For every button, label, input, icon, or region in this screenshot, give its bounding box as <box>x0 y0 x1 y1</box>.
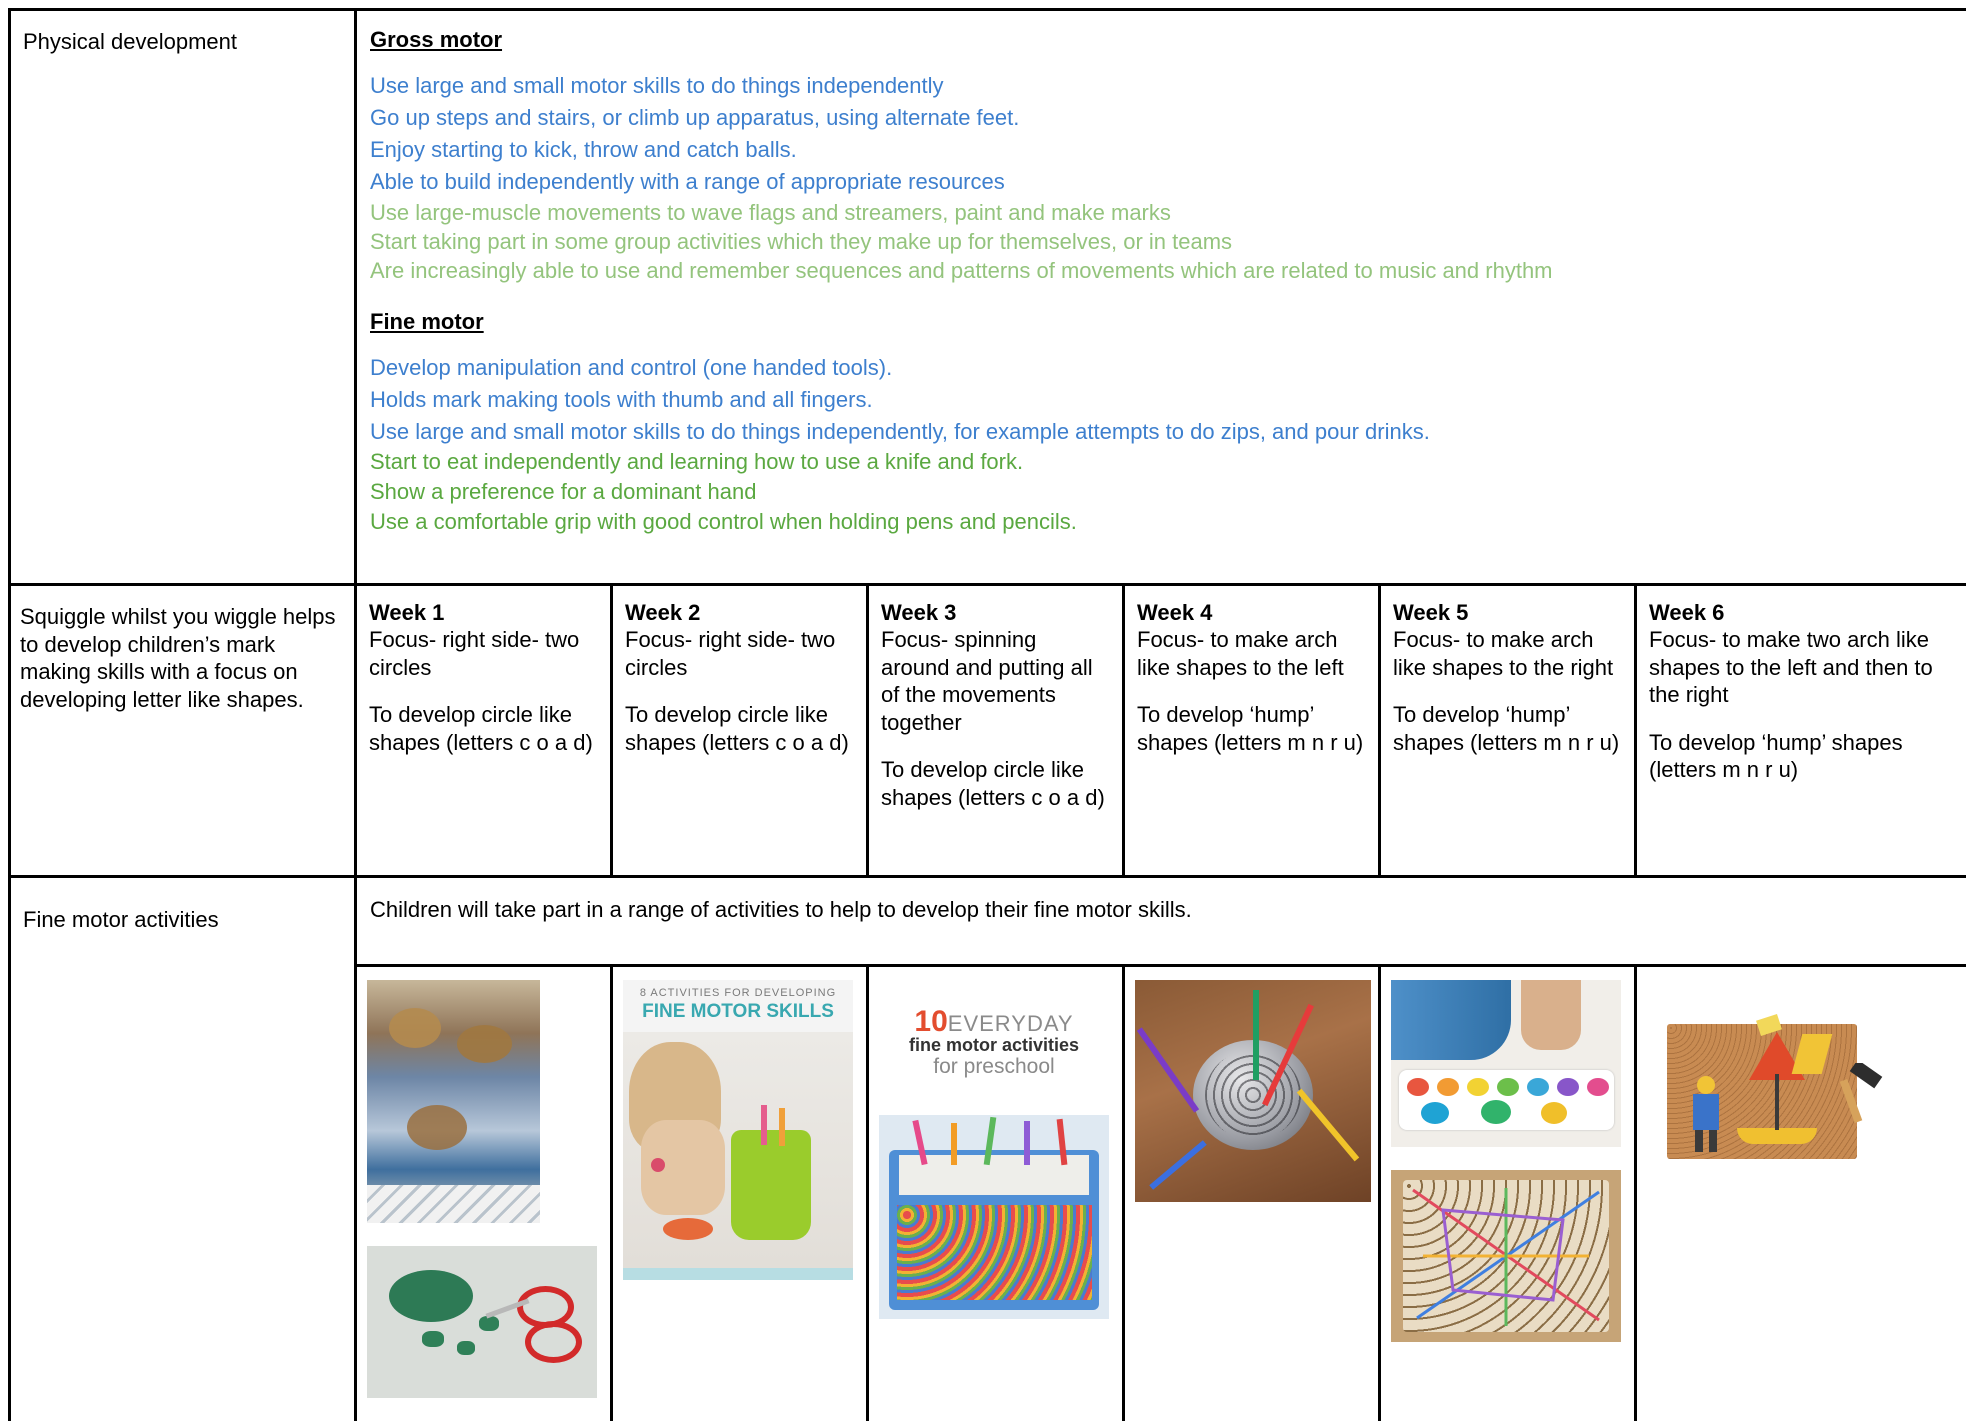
week-title: Week 4 <box>1137 600 1213 625</box>
gross-motor-heading: Gross motor <box>370 27 503 52</box>
week-aim: To develop circle like shapes (letters c o a d) <box>369 702 593 755</box>
fine-motor-item: Use large and small motor skills to do things independently, for example attempts to do zips, and pour drinks. <box>370 419 1430 444</box>
week-focus: Focus- right side- two circles <box>625 627 836 680</box>
week-focus: Focus- right side- two circles <box>369 627 580 680</box>
week-focus: Focus- to make arch like shapes to the right <box>1393 627 1614 680</box>
gross-motor-item: Enjoy starting to kick, throw and catch balls. <box>370 137 797 162</box>
week-title: Week 1 <box>369 600 445 625</box>
week-title: Week 6 <box>1649 600 1725 625</box>
fine-motor-intro: Children will take part in a range of activities to help to develop their fine motor skills. <box>370 897 1192 922</box>
week-aim: To develop ‘hump’ shapes (letters m n r u) <box>1137 702 1364 755</box>
planning-table <box>8 8 1966 1421</box>
fine-motor-skills-poster-image <box>623 980 853 1280</box>
fine-motor-item: Show a preference for a dominant hand <box>370 479 757 504</box>
activity-image-cell <box>1637 967 1966 1421</box>
week-focus: Focus- spinning around and putting all of the movements together <box>881 627 1093 735</box>
gross-motor-item: Go up steps and stairs, or climb up apparatus, using alternate feet. <box>370 105 1020 130</box>
week-title: Week 5 <box>1393 600 1469 625</box>
beads-tweezers-collage-image <box>367 980 540 1223</box>
physical-development-label: Physical development <box>23 29 238 54</box>
paint-palette-image <box>1391 980 1621 1147</box>
gross-motor-item: Able to build independently with a range of appropriate resources <box>370 169 1005 194</box>
squiggle-label-cell <box>11 586 357 878</box>
everyday-line2: fine motor activities <box>908 1035 1080 1055</box>
colander-pipe-cleaners-image <box>1135 980 1371 1202</box>
fine-motor-item: Holds mark making tools with thumb and all fingers. <box>370 387 873 412</box>
toy-hammer-image <box>1833 1063 1883 1123</box>
everyday-fine-motor-activities-image <box>879 1005 1109 1319</box>
cork-board-hammer-image <box>1667 1024 1857 1159</box>
gross-motor-item: Use large-muscle movements to wave flags and streamers, paint and make marks <box>370 200 1171 225</box>
gross-motor-item: Use large and small motor skills to do things independently <box>370 73 944 98</box>
fine-motor-item: Start to eat independently and learning how to use a knife and fork. <box>370 449 1024 474</box>
everyday-word: EVERYDAY <box>947 1011 1074 1036</box>
fine-motor-intro-cell <box>357 878 1966 967</box>
week-1-cell <box>357 586 613 878</box>
gross-motor-item: Are increasingly able to use and remember sequences and patterns of movements which are related to music and rhythm <box>370 258 1553 283</box>
activity-image-cell <box>869 967 1125 1421</box>
everyday-number: 10 <box>914 1005 948 1038</box>
activity-image-cell <box>1381 967 1637 1421</box>
week-6-cell <box>1637 586 1966 878</box>
physical-development-content-cell <box>357 11 1966 586</box>
week-focus: Focus- to make two arch like shapes to the left and then to the right <box>1649 627 1933 707</box>
week-3-cell <box>869 586 1125 878</box>
fine-motor-heading: Fine motor <box>370 309 484 334</box>
activity-image-cell <box>613 967 869 1421</box>
poster-big-line: FINE MOTOR SKILLS <box>642 1001 834 1022</box>
fine-motor-item: Use a comfortable grip with good control when holding pens and pencils. <box>370 509 1077 534</box>
week-aim: To develop circle like shapes (letters c o a d) <box>625 702 849 755</box>
week-5-cell <box>1381 586 1637 878</box>
everyday-line3: for preschool <box>933 1055 1055 1078</box>
activity-image-cell <box>1125 967 1381 1421</box>
fine-motor-activities-label: Fine motor activities <box>23 907 219 932</box>
week-4-cell <box>1125 586 1381 878</box>
fine-motor-item: Develop manipulation and control (one handed tools). <box>370 355 893 380</box>
week-focus: Focus- to make arch like shapes to the left <box>1137 627 1344 680</box>
gross-motor-item: Start taking part in some group activities which they make up for themselves, or in teams <box>370 229 1233 254</box>
week-aim: To develop circle like shapes (letters c o a d) <box>881 757 1105 810</box>
fine-motor-activities-label-cell <box>11 878 357 1421</box>
week-aim: To develop ‘hump’ shapes (letters m n r u) <box>1649 729 1903 782</box>
playdough-scissors-image <box>367 1246 597 1398</box>
week-title: Week 3 <box>881 600 957 625</box>
poster-small-line: 8 ACTIVITIES FOR DEVELOPING <box>639 987 837 999</box>
geoboard-image <box>1391 1170 1621 1342</box>
physical-development-label-cell <box>11 11 357 586</box>
squiggle-label: Squiggle whilst you wiggle helps to develop children’s mark making skills with a focus on developing letter like shapes. <box>20 604 336 712</box>
activity-image-cell <box>357 967 613 1421</box>
week-aim: To develop ‘hump’ shapes (letters m n r u) <box>1393 702 1620 755</box>
week-title: Week 2 <box>625 600 701 625</box>
week-2-cell <box>613 586 869 878</box>
